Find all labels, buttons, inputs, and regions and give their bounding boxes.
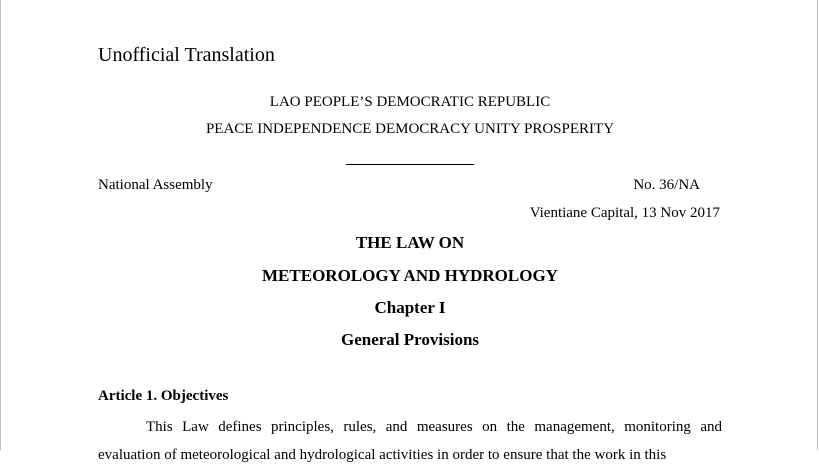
republic-heading: LAO PEOPLE’S DEMOCRATIC REPUBLIC — [269, 94, 551, 110]
article-paragraph: This Law defines principles, rules, and measures on the management, monitoring and evaluation of meteorological and hydrological activities in order to ensure that the work in this — [98, 419, 722, 463]
issuer-text: National Assembly — [98, 177, 213, 193]
place-date: Vientiane Capital, 13 Nov 2017 — [529, 205, 720, 221]
chapter-heading: Chapter I — [374, 298, 446, 317]
translation-label: Unofficial Translation — [98, 44, 275, 66]
separator-rule — [346, 164, 474, 165]
law-title-line2: METEOROLOGY AND HYDROLOGY — [262, 266, 558, 285]
article-heading: Article 1. Objectives — [98, 388, 229, 404]
chapter-title: General Provisions — [340, 330, 480, 349]
law-title-line1: THE LAW ON — [355, 233, 465, 252]
document-number: No. 36/NA — [633, 177, 700, 193]
motto-heading: PEACE INDEPENDENCE DEMOCRACY UNITY PROSPERITY — [205, 121, 615, 137]
